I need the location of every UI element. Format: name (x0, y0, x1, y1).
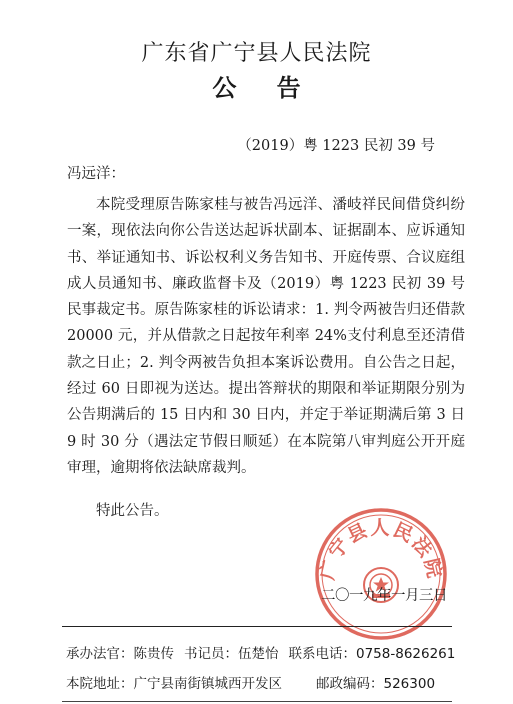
address-label: 本院地址： (66, 676, 134, 692)
judge-name: 陈贵传 (133, 646, 174, 662)
postcode: 526300 (383, 676, 436, 692)
postcode-label: 邮政编码： (316, 676, 384, 692)
court-address: 广宁县南街镇城西开发区 (133, 676, 282, 692)
contact-line (66, 642, 456, 662)
document-title: 公 告 (212, 73, 317, 102)
address-line (66, 672, 456, 692)
footer-divider-bottom (62, 701, 452, 702)
court-seal (312, 505, 450, 643)
issue-date: 二〇一九年一月三日 (321, 588, 447, 604)
footer-divider-top (62, 626, 452, 627)
clerk-label: 书记员： (184, 646, 238, 662)
court-name: 广东省广宁县人民法院 (141, 41, 372, 66)
seal-text: 广宁县人民法院 (316, 517, 446, 582)
phone-number: 0758-8626261 (356, 646, 456, 662)
notice-body: 本院受理原告陈家桂与被告冯远洋、潘岐祥民间借贷纠纷一案，现依法向你公告送达起诉状副本、证据副本、应诉通知书、举证通知书、诉讼权利义务告知书、开庭传票、合议庭组成人员通知书、廉政监督卡及（2019）粤 1223 民初 39 号民事裁定书。原告陈家桂的诉讼请求：1. 判令两被告归还借款 20000 元，并从借款之日起按年利率 24%支付利息至还清借款之日止；2. 判令两被告负担本案诉讼费用。自公告之日起，经过 60 日即视为送达。提出答辩状的期限和举证期限分别为公告期满后的 15 日内和 30 日内，并定于举证期满后第 3 日 9 时 30 分（遇法定节假日顺延）在本院第八审判庭公开开庭审理，逾期将依法缺席裁判。 (67, 197, 465, 476)
phone-label: 联系电话： (288, 646, 356, 662)
clerk-name: 伍楚怡 (238, 646, 279, 662)
judge-label: 承办法官： (66, 646, 134, 662)
case-number: （2019）粤 1223 民初 39 号 (237, 138, 435, 154)
addressee: 冯远洋： (67, 166, 125, 182)
closing-phrase: 特此公告。 (96, 503, 169, 519)
